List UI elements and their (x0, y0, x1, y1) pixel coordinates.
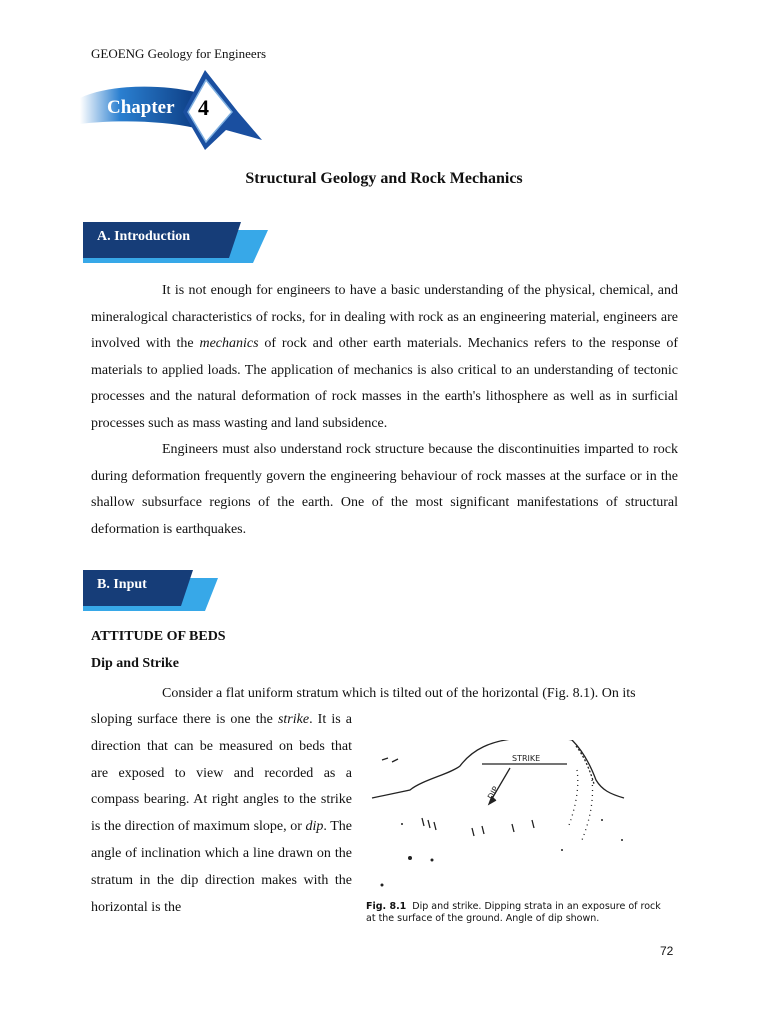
running-header: GEOENG Geology for Engineers (91, 46, 267, 61)
chapter-number: 4 (198, 95, 209, 120)
caption-text: Dip and strike. Dipping strata in an exposure of rock at the surface of the ground. Angle of dip shown. (366, 901, 661, 924)
figure-dip-strike (362, 740, 662, 890)
introduction-text (91, 278, 678, 543)
section-banner-introduction (83, 218, 273, 263)
section-label: B. Input (97, 577, 147, 592)
section-label: A. Introduction (97, 229, 191, 244)
page-number: 72 (660, 944, 674, 958)
subheading-dip-strike: Dip and Strike (91, 656, 179, 671)
dip-strike-first-line: Consider a flat uniform stratum which is tilted out of the horizontal (Fig. 8.1). On its (162, 686, 636, 701)
figure-caption (366, 901, 666, 925)
chapter-title: Structural Geology and Rock Mechanics (245, 170, 523, 187)
strike-label: STRIKE (512, 754, 541, 763)
dip-strike-text: sloping surface there is one the strike. It is a direction that can be measured on beds that are exposed to view and recorded as a compass bearing. At right angles to the strike is the direction of maximum slope, or dip. The angle of inclination which a line drawn on the stratum in the dip direction makes with the horizontal is the (91, 712, 352, 915)
chapter-word: Chapter (107, 97, 175, 118)
paragraph: Engineers must also understand rock structure because the discontinuities imparted to rock during deformation frequently govern the engineering behaviour of rock masses at the surface or in the shallow subsurface regions of the earth. One of the most significant manifestations of structural deformation is earthquakes. (91, 442, 678, 537)
heading-attitude: ATTITUDE OF BEDS (91, 629, 226, 644)
caption-label: Fig. 8.1 (366, 901, 407, 912)
paragraph: It is not enough for engineers to have a basic understanding of the physical, chemical, and mineralogical characteristics of rocks, for in dealing with rock as an engineering material, engineers are involved with the mechanics of rock and other earth materials. Mechanics refers to the response of materials to applied loads. The application of mechanics is also critical to an understanding of tectonic processes and the natural deformation of rock masses in the earth's lithosphere as well as in surficial processes such as mass wasting and land subsidence. (91, 283, 678, 431)
dip-strike-sketch (362, 740, 662, 890)
dip-label: DIP (485, 784, 501, 801)
chapter-badge-graphic (0, 0, 768, 160)
section-banner-input (83, 566, 273, 611)
chapter-badge (0, 0, 768, 160)
